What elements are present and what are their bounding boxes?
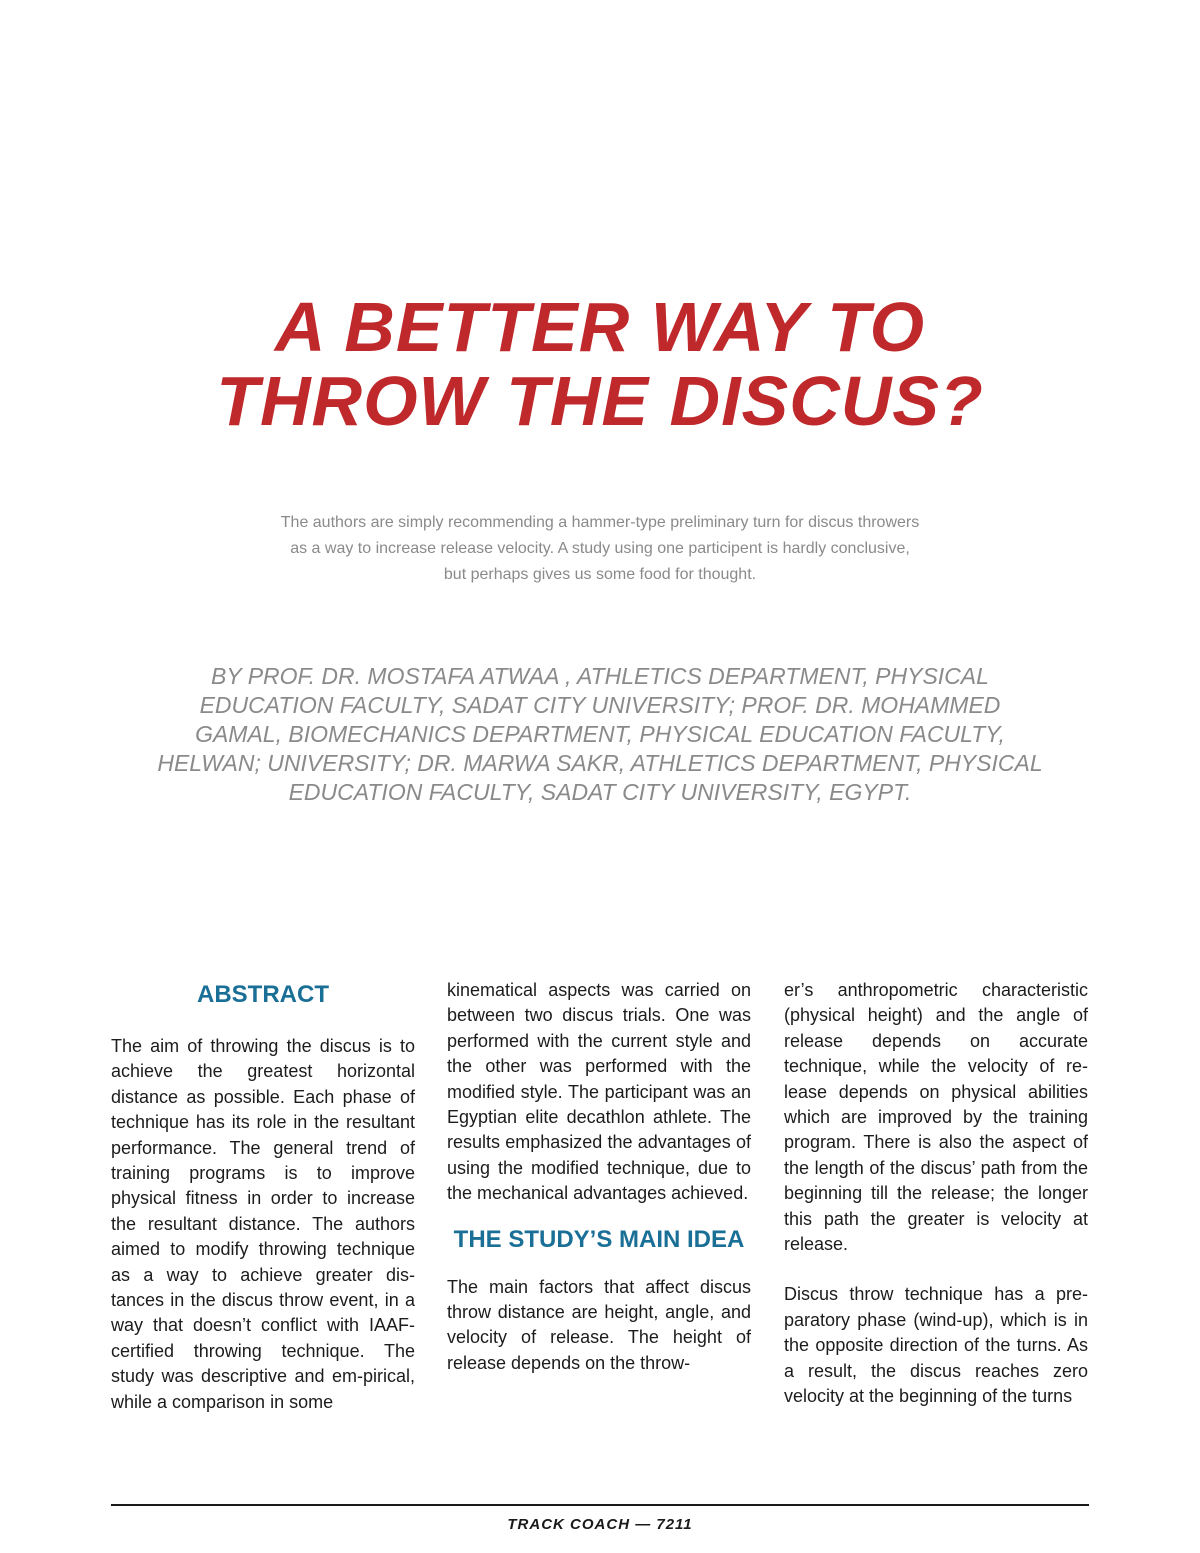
byline-line-4: HELWAN; UNIVERSITY; DR. MARWA SAKR, ATHLETICS DEPARTMENT, PHYSICAL xyxy=(157,750,1043,776)
byline-line-1: BY PROF. DR. MOSTAFA ATWAA , ATHLETICS DEPARTMENT, PHYSICAL xyxy=(211,663,989,689)
footer-divider xyxy=(111,1504,1089,1506)
article-title xyxy=(0,290,1200,438)
title-line-1: A BETTER WAY TO xyxy=(274,288,926,366)
body-column-3 xyxy=(784,978,1088,1410)
abstract-paragraph: The aim of throwing the discus is to achieve the greatest horizontal distance as possible. Each phase of technique has its role in the resultant performance. The general trend of training programs is to improve physical fitness in order to increase the resultant distance. The authors aimed to modify throwing technique as a way to achieve greater dis-tances in the discus throw event, in a way that doesn’t conflict with IAAF-certified throwing technique. The study was descriptive and em-pirical, while a comparison in some xyxy=(111,1036,415,1412)
byline-line-3: GAMAL, BIOMECHANICS DEPARTMENT, PHYSICAL EDUCATION FACULTY, xyxy=(195,721,1005,747)
abstract-heading: ABSTRACT xyxy=(197,981,329,1008)
title-line-2: THROW THE DISCUS? xyxy=(216,362,984,440)
technique-paragraph: Discus throw technique has a pre-paratory phase (wind-up), which is in the opposite direction of the turns. As a result, the discus reaches zero velocity at the beginning of the turns xyxy=(784,1284,1088,1407)
page-footer: TRACK COACH — 7211 xyxy=(507,1516,693,1533)
body-column-1 xyxy=(111,978,415,1415)
byline-line-5: EDUCATION FACULTY, SADAT CITY UNIVERSITY, EGYPT. xyxy=(288,779,912,805)
body-column-2 xyxy=(447,978,751,1376)
author-byline xyxy=(100,662,1100,807)
article-deck: The authors are simply recommending a hammer-type preliminary turn for discus throwers as a way to increase release velocity. A study using one participent is hardly conclusive, but perhaps gives us some food for thought. xyxy=(280,514,920,583)
byline-line-2: EDUCATION FACULTY, SADAT CITY UNIVERSITY; PROF. DR. MOHAMMED xyxy=(199,692,1001,718)
main-idea-paragraph: The main factors that affect discus throw distance are height, angle, and velocity of release. The height of release depends on the throw- xyxy=(447,1276,751,1373)
abstract-paragraph-continued: kinematical aspects was carried on between two discus trials. One was performed with the current style and the other was performed with the modified style. The participant was an Egyptian elite decathlon athlete. The results emphasized the advantages of using the modified technique, due to the mechanical advantages achieved. xyxy=(447,980,751,1204)
paragraph-spacer xyxy=(784,1257,1088,1282)
main-idea-paragraph-continued: er’s anthropometric characteristic (physical height) and the angle of release depends on accurate technique, while the velocity of re-lease depends on physical abilities which are improved by the training program. There is also the aspect of the length of the discus’ path from the beginning till the release; the longer this path the greater is velocity at release. xyxy=(784,980,1088,1255)
main-idea-heading: THE STUDY’S MAIN IDEA xyxy=(453,1225,745,1253)
